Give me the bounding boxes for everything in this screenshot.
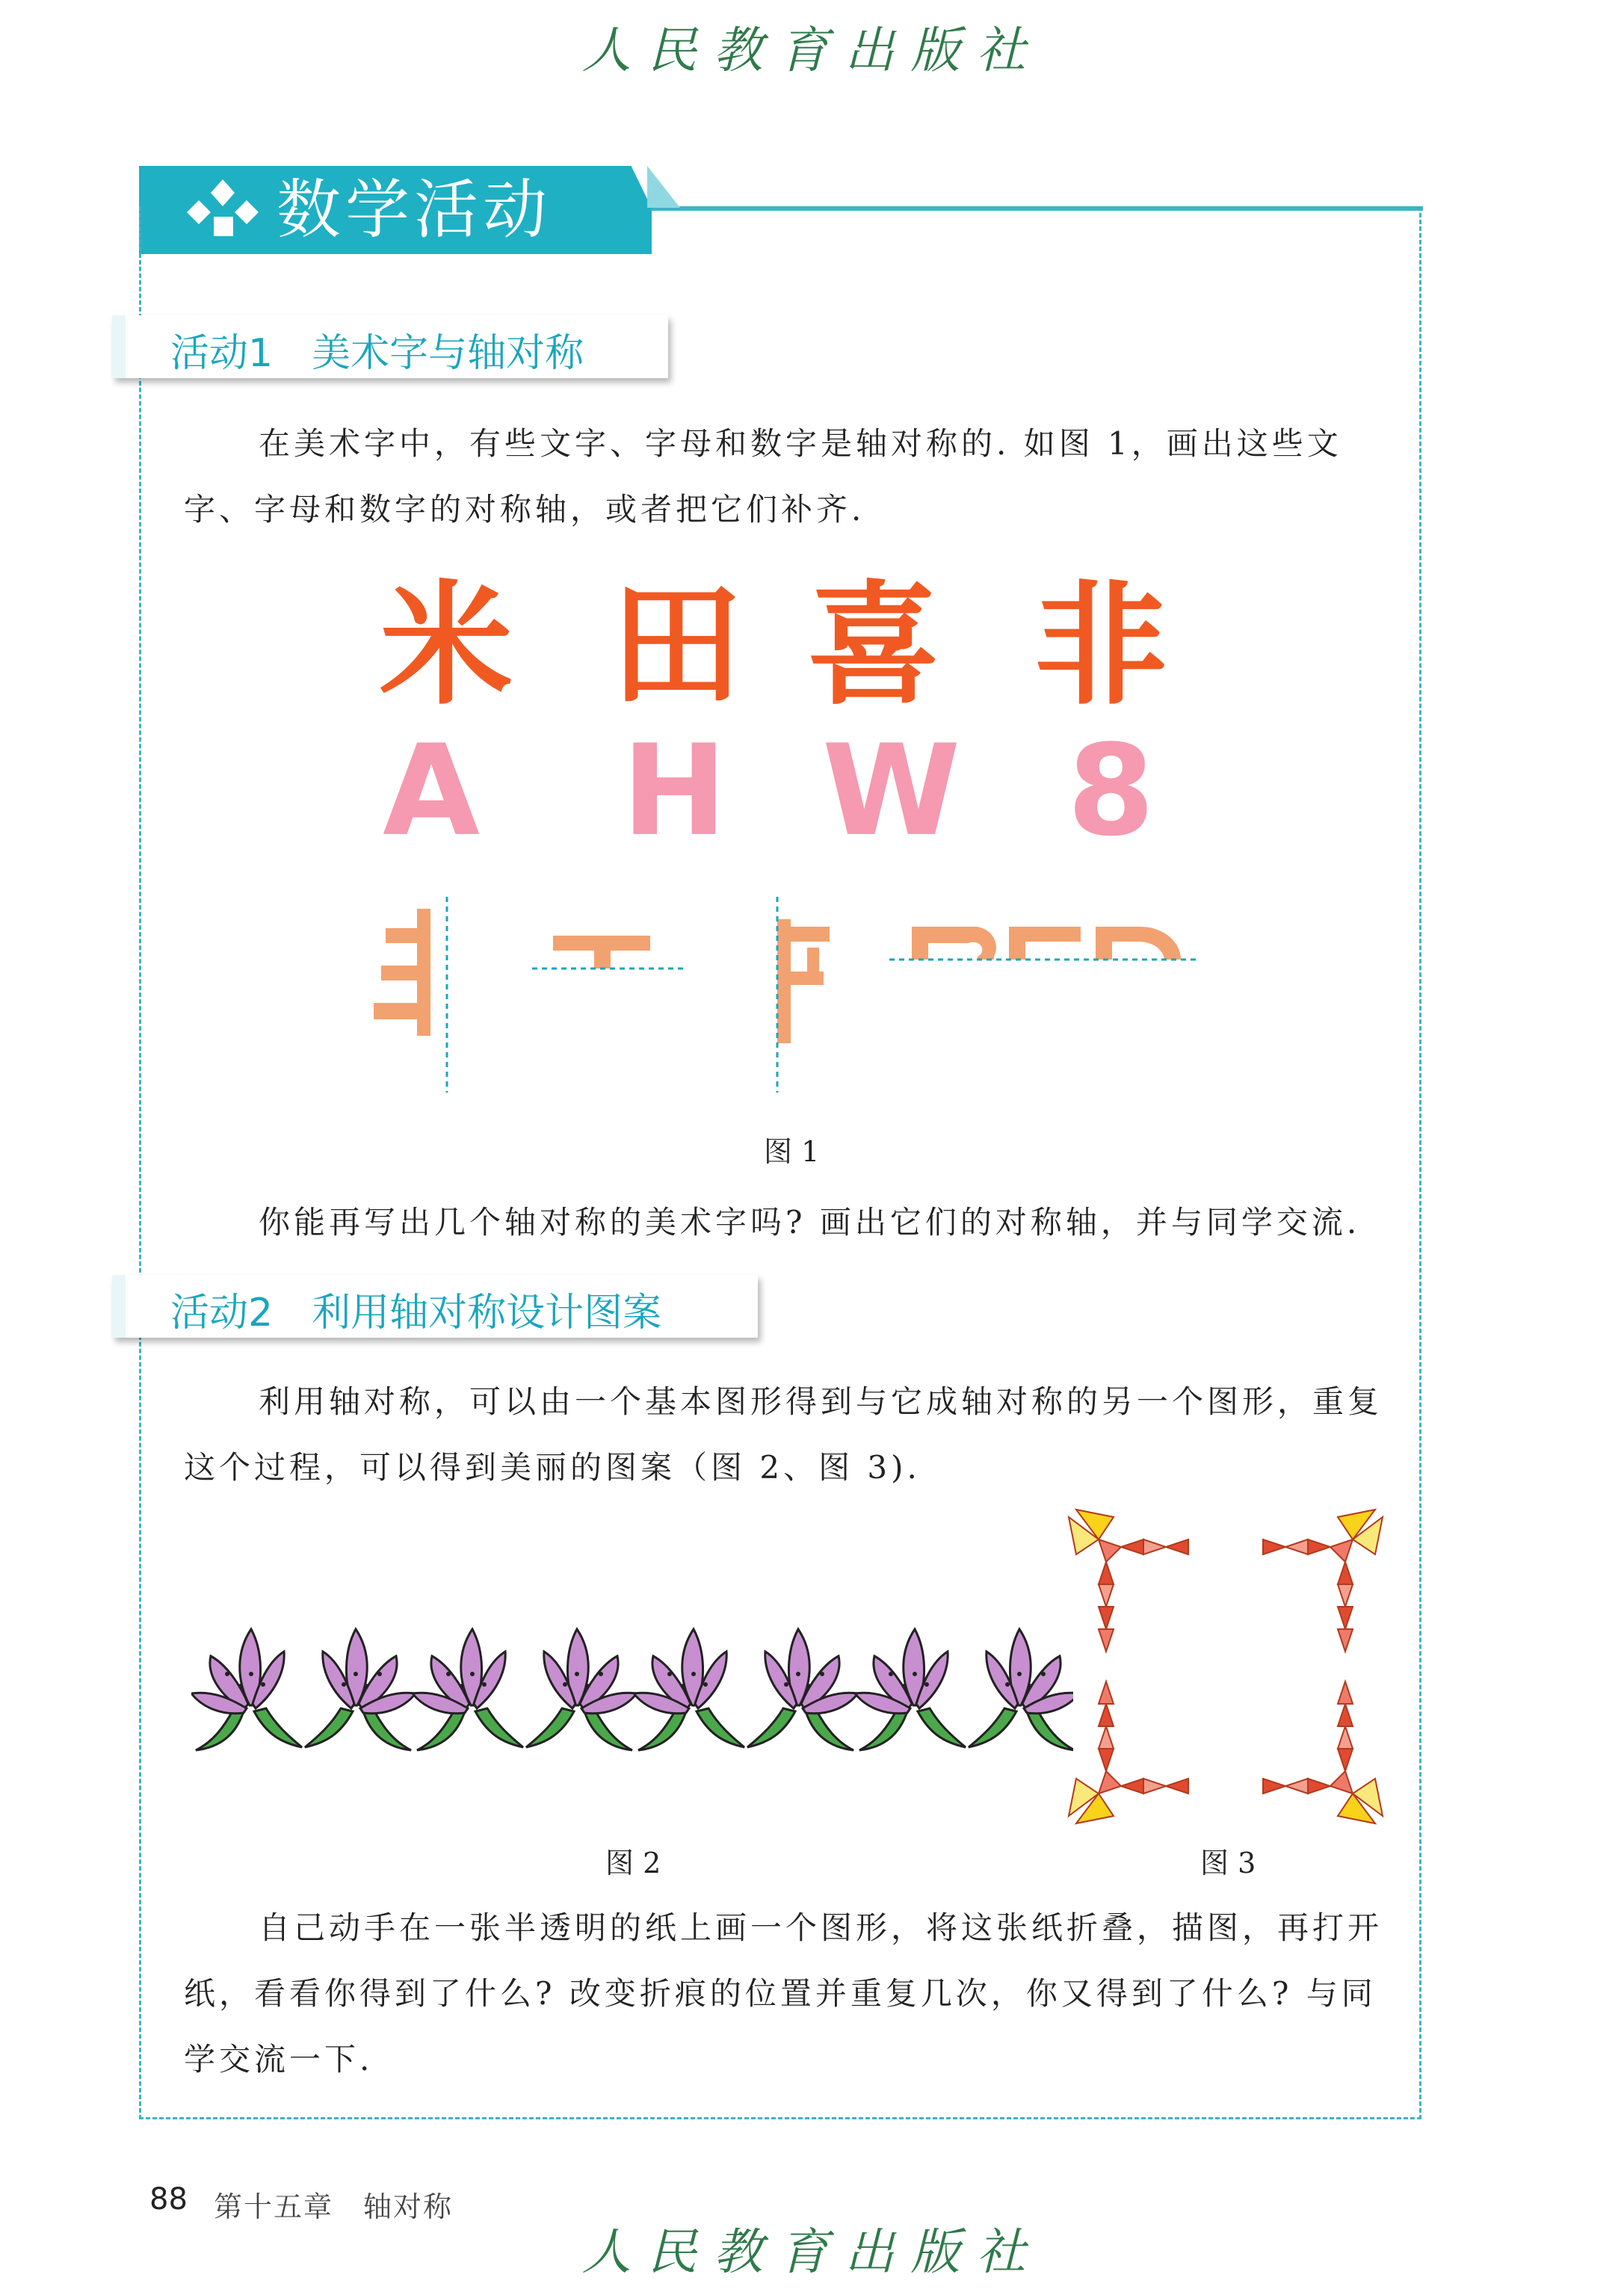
activity1-intro: 在美术字中，有些文字、字母和数字是轴对称的. 如图 1，画出这些文字、字母和数字的对称轴，或者把它们补齐. xyxy=(184,425,1342,528)
partial-figures xyxy=(359,882,1211,1099)
activity2-intro: 利用轴对称，可以由一个基本图形得到与它成轴对称的另一个图形，重复这个过程，可以得到美丽的图案（图 2、图 3). xyxy=(184,1383,1383,1486)
activity1-question: 你能再写出几个轴对称的美术字吗? 画出它们的对称轴，并与同学交流. xyxy=(259,1204,1361,1241)
art-char-fei: 非 xyxy=(1034,568,1167,723)
art-letter-w: W xyxy=(822,717,961,864)
activity2-heading: 活动2 利用轴对称设计图案 xyxy=(170,1291,662,1335)
chapter-label: 第十五章 轴对称 xyxy=(214,2190,454,2223)
activity2-heading-box xyxy=(112,1275,758,1338)
page-number: 88 xyxy=(149,2182,188,2217)
figure2-lily-pattern xyxy=(191,1622,1073,1756)
banner-fold xyxy=(647,166,680,208)
activity1-heading: 活动1 美术字与轴对称 xyxy=(170,331,584,376)
figure1-caption: 图 1 xyxy=(764,1135,820,1168)
figure3-caption: 图 3 xyxy=(1200,1847,1256,1879)
activity2-exercise: 自己动手在一张半透明的纸上画一个图形，将这张纸折叠，描图，再打开纸，看看你得到了什么? 改变折痕的位置并重复几次，你又得到了什么? 与同学交流一下. xyxy=(184,1909,1383,2078)
art-letter-a: A xyxy=(383,717,481,864)
publisher-footer: 人民教育出版社 xyxy=(581,2223,1043,2281)
publisher-header: 人民教育出版社 xyxy=(581,22,1043,79)
partial-char-yan xyxy=(777,919,830,1043)
figure2-caption: 图 2 xyxy=(605,1847,661,1879)
partial-char-feng xyxy=(374,909,430,1036)
art-char-xi: 喜 xyxy=(807,568,940,723)
art-letter-h: H xyxy=(622,717,727,864)
activity1-heading-box xyxy=(112,315,668,378)
art-char-tian: 田 xyxy=(610,568,743,723)
partial-char-gong xyxy=(553,936,650,969)
art-char-mi: 米 xyxy=(380,568,513,723)
partial-word-bed xyxy=(912,927,1181,960)
section-title: 数学活动 xyxy=(277,173,552,247)
art-digit-8: 8 xyxy=(1067,717,1155,864)
figure3-corner-pattern xyxy=(1061,1502,1390,1831)
